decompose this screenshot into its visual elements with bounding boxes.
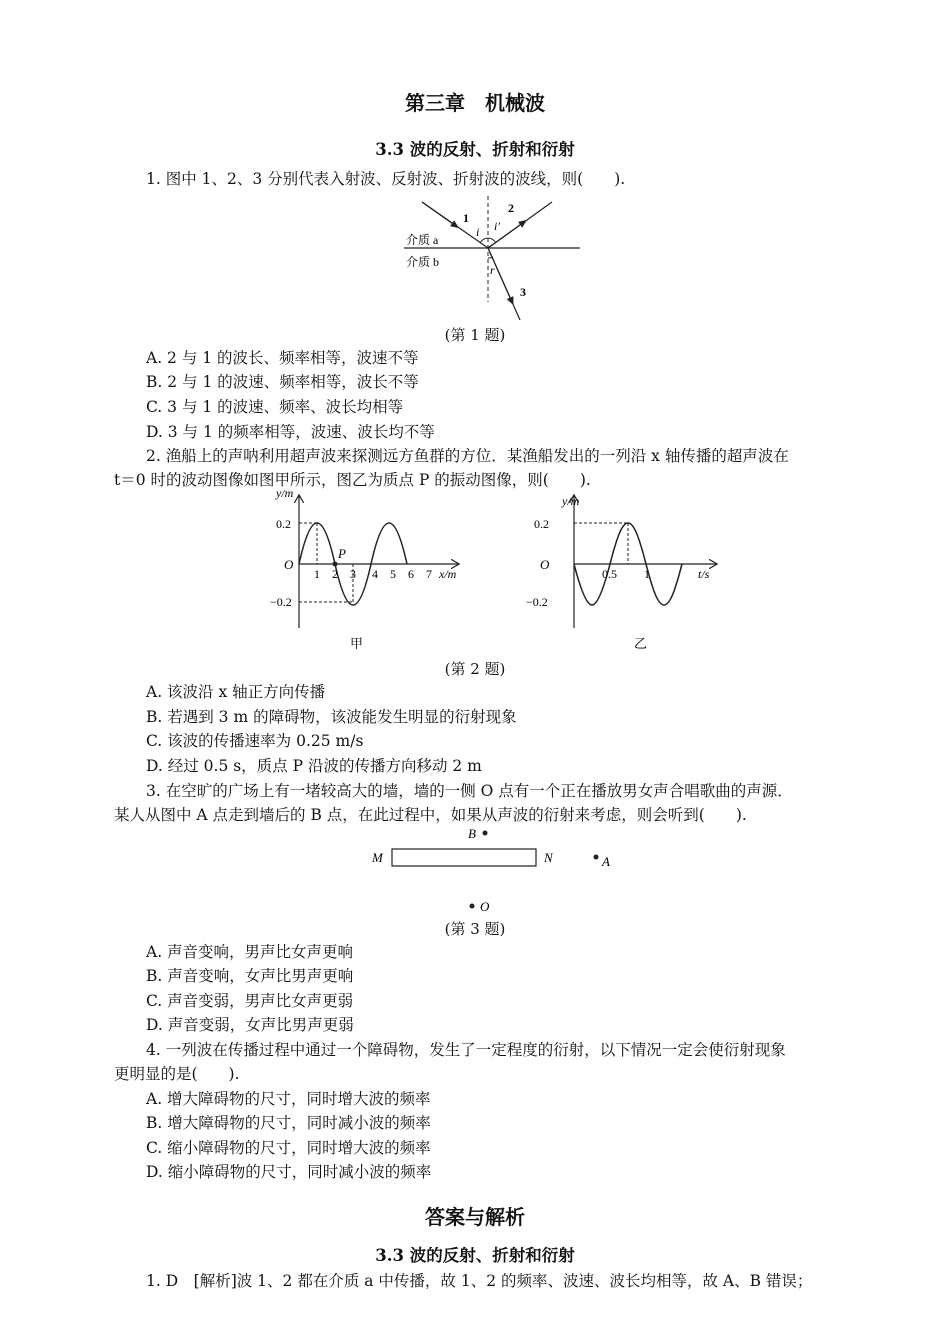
ray-2-label: 2 bbox=[508, 201, 514, 215]
point-b bbox=[483, 831, 488, 836]
jia-xtick: 7 bbox=[426, 567, 432, 581]
q1-caption: (第 1 题) bbox=[444, 326, 506, 344]
q4-option-a: A. 增大障碍物的尺寸，同时增大波的频率 bbox=[146, 1090, 431, 1108]
point-o bbox=[470, 904, 475, 909]
point-m-label: M bbox=[372, 850, 383, 865]
jia-xtick: 2 bbox=[332, 567, 338, 581]
yi-ytick-neg: −0.2 bbox=[526, 595, 548, 609]
jia-point-label: P bbox=[338, 546, 346, 561]
q4-stem-line2: 更明显的是( ). bbox=[114, 1065, 240, 1083]
jia-xtick: 6 bbox=[408, 567, 414, 581]
answer-1: 1. D [解析]波 1、2 都在介质 a 中传播，故 1、2 的频率、波速、波长均相等，故 A、B 错误； bbox=[146, 1272, 813, 1290]
q2-caption: (第 2 题) bbox=[444, 660, 506, 678]
section-title: 3.3 波的反射、折射和衍射 bbox=[375, 140, 575, 159]
q1-option-b: B. 2 与 1 的波速、频率相等，波长不等 bbox=[146, 373, 419, 391]
yi-origin: O bbox=[540, 557, 550, 572]
jia-origin: O bbox=[284, 557, 294, 572]
jia-ytick-neg: −0.2 bbox=[270, 595, 292, 609]
medium-b-label: 介质 b bbox=[406, 255, 440, 269]
point-o-label: O bbox=[480, 899, 490, 914]
point-a bbox=[594, 855, 599, 860]
point-b-label: B bbox=[468, 826, 476, 841]
q3-caption: (第 3 题) bbox=[444, 920, 506, 938]
q3-stem-line1: 3. 在空旷的广场上有一堵较高大的墙，墙的一侧 O 点有一个正在播放男女声合唱歌曲的声源． bbox=[146, 782, 793, 800]
point-a-label: A bbox=[602, 854, 610, 869]
jia-xtick: 1 bbox=[314, 567, 320, 581]
angle-r-label: r bbox=[490, 263, 495, 277]
q4-option-b: B. 增大障碍物的尺寸，同时减小波的频率 bbox=[146, 1114, 431, 1132]
yi-name: 乙 bbox=[634, 636, 648, 650]
q4-option-d: D. 缩小障碍物的尺寸，同时减小波的频率 bbox=[146, 1163, 432, 1181]
yi-ytick-pos: 0.2 bbox=[534, 517, 549, 531]
q1-figure bbox=[400, 192, 590, 324]
q1-stem: 1. 图中 1、2、3 分别代表入射波、反射波、折射波的波线，则( ). bbox=[146, 170, 626, 188]
chapter-title: 第三章 机械波 bbox=[405, 91, 545, 115]
q1-option-d: D. 3 与 1 的频率相等，波速、波长均不等 bbox=[146, 423, 435, 441]
q1-option-a: A. 2 与 1 的波长、频率相等，波速不等 bbox=[146, 349, 419, 367]
jia-name: 甲 bbox=[350, 636, 364, 650]
q3-option-c: C. 声音变弱，男声比女声更弱 bbox=[146, 992, 354, 1010]
q3-option-d: D. 声音变弱，女声比男声更弱 bbox=[146, 1016, 354, 1034]
q4-stem-line1: 4. 一列波在传播过程中通过一个障碍物，发生了一定程度的衍射，以下情况一定会使衍射现象 bbox=[146, 1041, 786, 1059]
jia-xtick: 4 bbox=[372, 567, 378, 581]
jia-xlabel: x/m bbox=[439, 567, 457, 581]
angle-i-prime-label: i′ bbox=[494, 219, 500, 233]
jia-ylabel: y/m bbox=[276, 490, 294, 500]
ray-1-label: 1 bbox=[463, 211, 469, 225]
medium-a-label: 介质 a bbox=[406, 233, 439, 247]
answers-section-title: 3.3 波的反射、折射和衍射 bbox=[375, 1246, 575, 1265]
q2-option-d: D. 经过 0.5 s，质点 P 沿波的传播方向移动 2 m bbox=[146, 757, 482, 775]
yi-ylabel: y/m bbox=[562, 494, 580, 508]
angle-i-label: i bbox=[476, 225, 480, 239]
q2-stem-line2: t＝0 时的波动图像如图甲所示，图乙为质点 P 的振动图像，则( ). bbox=[114, 471, 591, 489]
vibration-graph-yi bbox=[520, 490, 730, 650]
q3-option-b: B. 声音变响，女声比男声更响 bbox=[146, 967, 354, 985]
point-p bbox=[333, 562, 338, 567]
q2-stem-line1: 2. 渔船上的声呐利用超声波来探测远方鱼群的方位．某渔船发出的一列沿 x 轴传播的超声波在 bbox=[146, 447, 789, 465]
ray-3-label: 3 bbox=[520, 285, 526, 299]
jia-xtick: 5 bbox=[390, 567, 396, 581]
yi-xtick: 0.5 bbox=[602, 567, 617, 581]
q3-stem-line2: 某人从图中 A 点走到墙后的 B 点，在此过程中，如果从声波的衍射来考虑，则会听到( ). bbox=[114, 806, 747, 824]
wall bbox=[392, 849, 536, 866]
jia-xtick: 3 bbox=[350, 567, 356, 581]
q4-option-c: C. 缩小障碍物的尺寸，同时增大波的频率 bbox=[146, 1139, 431, 1157]
q3-option-a: A. 声音变响，男声比女声更响 bbox=[146, 943, 354, 961]
yi-xtick: 1 bbox=[644, 567, 650, 581]
yi-xlabel: t/s bbox=[698, 567, 710, 581]
answers-title: 答案与解析 bbox=[425, 1205, 525, 1229]
q3-figure bbox=[360, 824, 630, 920]
q2-option-b: B. 若遇到 3 m 的障碍物，该波能发生明显的衍射现象 bbox=[146, 708, 517, 726]
point-n-label: N bbox=[544, 850, 553, 865]
jia-ytick-pos: 0.2 bbox=[276, 517, 291, 531]
wave-graph-jia bbox=[268, 490, 468, 650]
q2-option-a: A. 该波沿 x 轴正方向传播 bbox=[146, 683, 326, 701]
q1-option-c: C. 3 与 1 的波速、频率、波长均相等 bbox=[146, 398, 404, 416]
q2-option-c: C. 该波的传播速率为 0.25 m/s bbox=[146, 732, 364, 750]
